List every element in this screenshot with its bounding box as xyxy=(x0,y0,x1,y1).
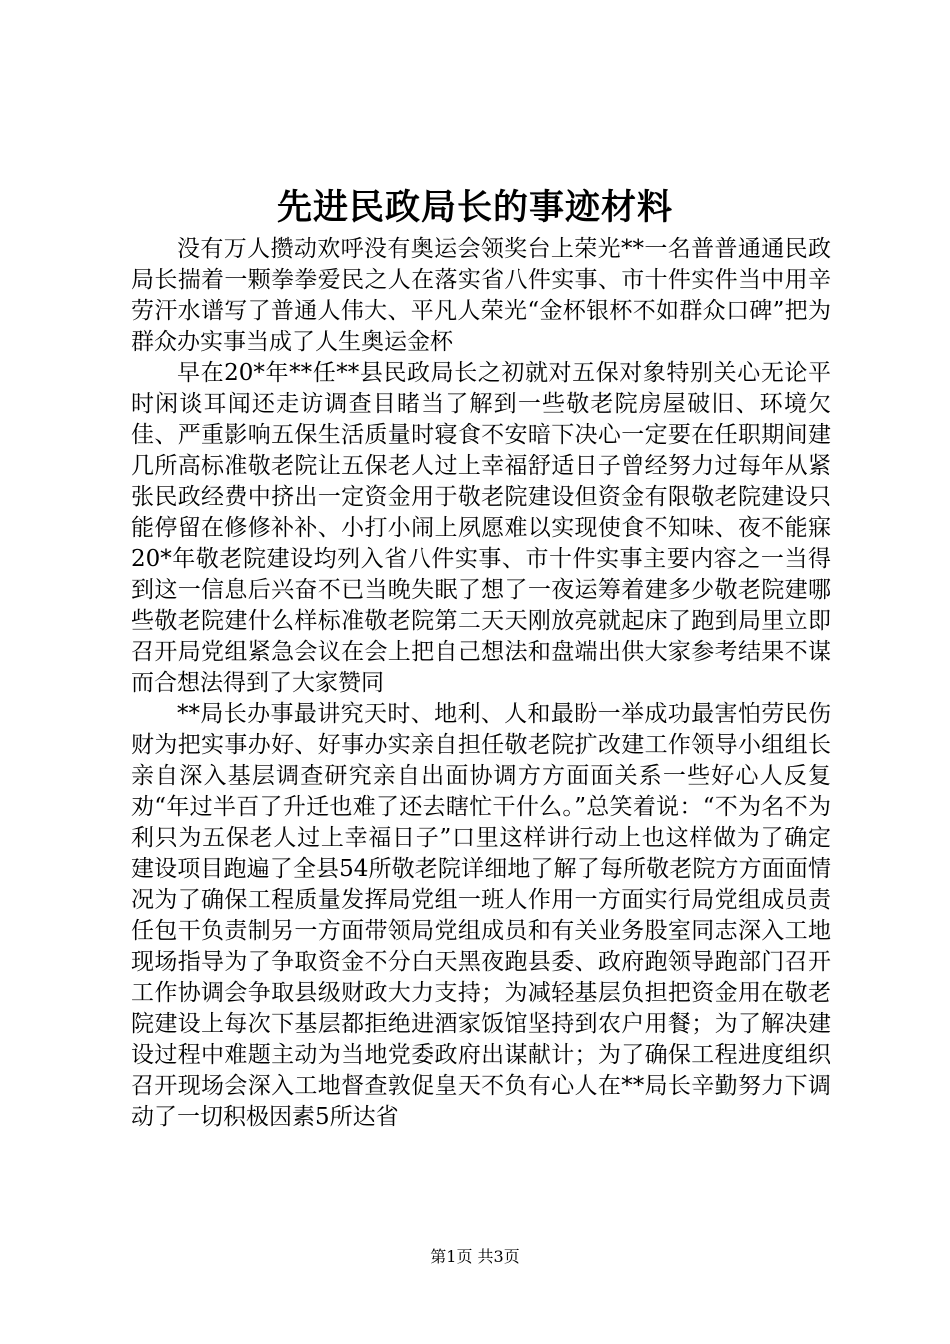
document-title: 先进民政局长的事迹材料 xyxy=(276,187,673,228)
page-footer: 第1页 共3页 xyxy=(430,1247,520,1266)
paragraph-2: 早在20*年**任**县民政局长之初就对五保对象特别关心无论平时闲谈耳闻还走访调查目睹当了解到一些敬老院房屋破旧、环境欠佳、严重影响五保生活质量时寝食不安暗下决心一定要在任职期间建几所高标准敬老院让五保老人过上幸福舒适日子曾经努力过每年从紧张民政经费中挤出一定资金用于敬老院建设但资金有限敬老院建设只能停留在修修补补、小打小闹上夙愿难以实现使食不知味、夜不能寐20*年敬老院建设均列入省八件实事、市十件实事主要内容之一当得到这一信息后兴奋不已当晚失眠了想了一夜运筹着建多少敬老院建哪些敬老院建什么样标准敬老院第二天天刚放亮就起床了跑到局里立即召开局党组紧急会议在会上把自己想法和盘端出供大家参考结果不谋而合想法得到了大家赞同 xyxy=(131,360,831,696)
paragraph-1: 没有万人攒动欢呼没有奥运会领奖台上荣光**一名普普通通民政局长揣着一颗拳拳爱民之人在落实省八件实事、市十件实件当中用辛劳汗水谱写了普通人伟大、平凡人荣光“金杯银杯不如群众口碑”把为群众办实事当成了人生奥运金杯 xyxy=(131,236,831,355)
paragraph-3: **局长办事最讲究天时、地利、人和最盼一举成功最害怕劳民伤财为把实事办好、好事办实亲自担任敬老院扩改建工作领导小组组长亲自深入基层调查研究亲自出面协调方方面面关系一些好心人反复劝“年过半百了升迁也难了还去瞎忙干什么。”总笑着说：“不为名不为利只为五保老人过上幸福日子”口里这样讲行动上也这样做为了确定建设项目跑遍了全县54所敬老院详细地了解了每所敬老院方方面面情况为了确保工程质量发挥局党组一班人作用一方面实行局党组成员责任包干负责制另一方面带领局党组成员和有关业务股室同志深入工地现场指导为了争取资金不分白天黑夜跑县委、政府跑领导跑部门召开工作协调会争取县级财政大力支持；为减轻基层负担把资金用在敬老院建设上每次下基层都拒绝进酒家饭馆坚持到农户用餐；为了解决建设过程中难题主动为当地党委政府出谋献计；为了确保工程进度组织召开现场会深入工地督查敦促皇天不负有心人在**局长辛勤努力下调动了一切积极因素5所达省 xyxy=(131,701,831,1130)
document-body xyxy=(131,234,831,1133)
